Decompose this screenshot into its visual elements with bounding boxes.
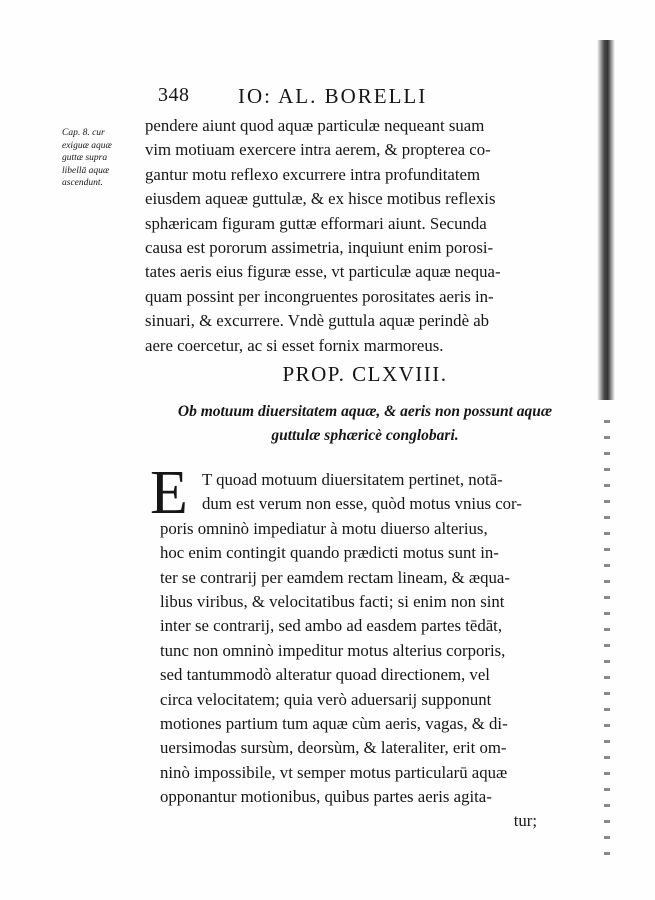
text-line: uersimodas sursùm, deorsùm, & lateraliter, erit om- — [160, 738, 507, 758]
text-line: opponantur motionibus, quibus partes aeris agita- — [160, 787, 492, 807]
text-line: T quoad motuum diuersitatem pertinet, notā- — [202, 470, 503, 489]
text-line: poris omninò impediatur à motu diuerso alterius, — [160, 518, 488, 538]
marginal-note-line: libellā aquæ — [62, 165, 110, 176]
proposition-title — [150, 400, 580, 448]
text-line: sphæricam figuram guttæ efformari aiunt. Secunda — [145, 213, 487, 233]
marginal-note-line: guttæ supra — [62, 153, 108, 163]
text-line: tur; — [513, 811, 537, 831]
marginal-note — [62, 127, 140, 190]
text-line: aere coercetur, ac si esset fornix marmoreus. — [145, 335, 444, 355]
text-line: ter se contrarij per eamdem rectam lineam, & æqua- — [160, 567, 510, 587]
text-line: sinuari, & excurrere. Vndè guttula aquæ perindè ab — [145, 311, 490, 331]
text-line: vim motiuam exercere intra aerem, & propterea co- — [145, 140, 491, 160]
running-head: IO: AL. BORELLI — [238, 84, 428, 108]
text-line: pendere aiunt quod aquæ particulæ nequeant suam — [145, 116, 485, 135]
text-line: circa velocitatem; quia verò aduersarij supponunt — [160, 689, 492, 709]
text-line: tunc non omninò impeditur motus alterius corporis, — [160, 640, 506, 660]
proposition-title-line: guttulæ sphæricè conglobari. — [271, 427, 459, 444]
top-paragraph — [145, 114, 585, 358]
proposition-heading: PROP. CLXVIII. — [282, 362, 448, 386]
text-line: eiusdem aqueæ guttulæ, & ex hisce motibus reflexis — [145, 189, 496, 209]
proposition-title-line: Ob motuum diuersitatem aquæ, & aeris non possunt aquæ — [177, 403, 553, 420]
text-line: motiones partium tum aquæ cùm aeris, vagas, & di- — [160, 713, 508, 733]
text-line: tates aeris eius figuræ esse, vt particulæ aquæ nequa- — [145, 262, 501, 282]
page-edge-shadow — [597, 40, 615, 400]
page-edge-marks — [604, 420, 610, 860]
text-line: inter se contrarij, sed ambo ad easdem partes tēdāt, — [160, 616, 503, 636]
page-header — [158, 84, 478, 114]
text-line: causa est pororum assimetria, inquiunt enim porosi- — [145, 237, 494, 257]
text-line: gantur motu reflexo excurrere intra profunditatem — [145, 164, 481, 184]
drop-cap: E — [150, 459, 188, 527]
text-line: hoc enim contingit quando prædicti motus sunt in- — [160, 543, 499, 563]
text-line: ninò impossibile, vt semper motus particularū aquæ — [160, 762, 508, 782]
marginal-note-line: ascendunt. — [62, 178, 103, 188]
text-line: libus viribus, & velocitatibus facti; si enim non sint — [160, 591, 505, 611]
marginal-note-line: exiguæ aquæ — [62, 140, 112, 151]
marginal-note-line: Cap. 8. cur — [62, 128, 105, 138]
page-number: 348 — [158, 84, 190, 106]
bottom-paragraph — [160, 468, 587, 834]
text-line: dum est verum non esse, quòd motus vnius cor- — [202, 494, 522, 514]
text-line: quam possint per incongruentes porositates aeris in- — [145, 286, 494, 306]
text-line: sed tantummodò alteratur quoad directionem, vel — [160, 665, 490, 685]
